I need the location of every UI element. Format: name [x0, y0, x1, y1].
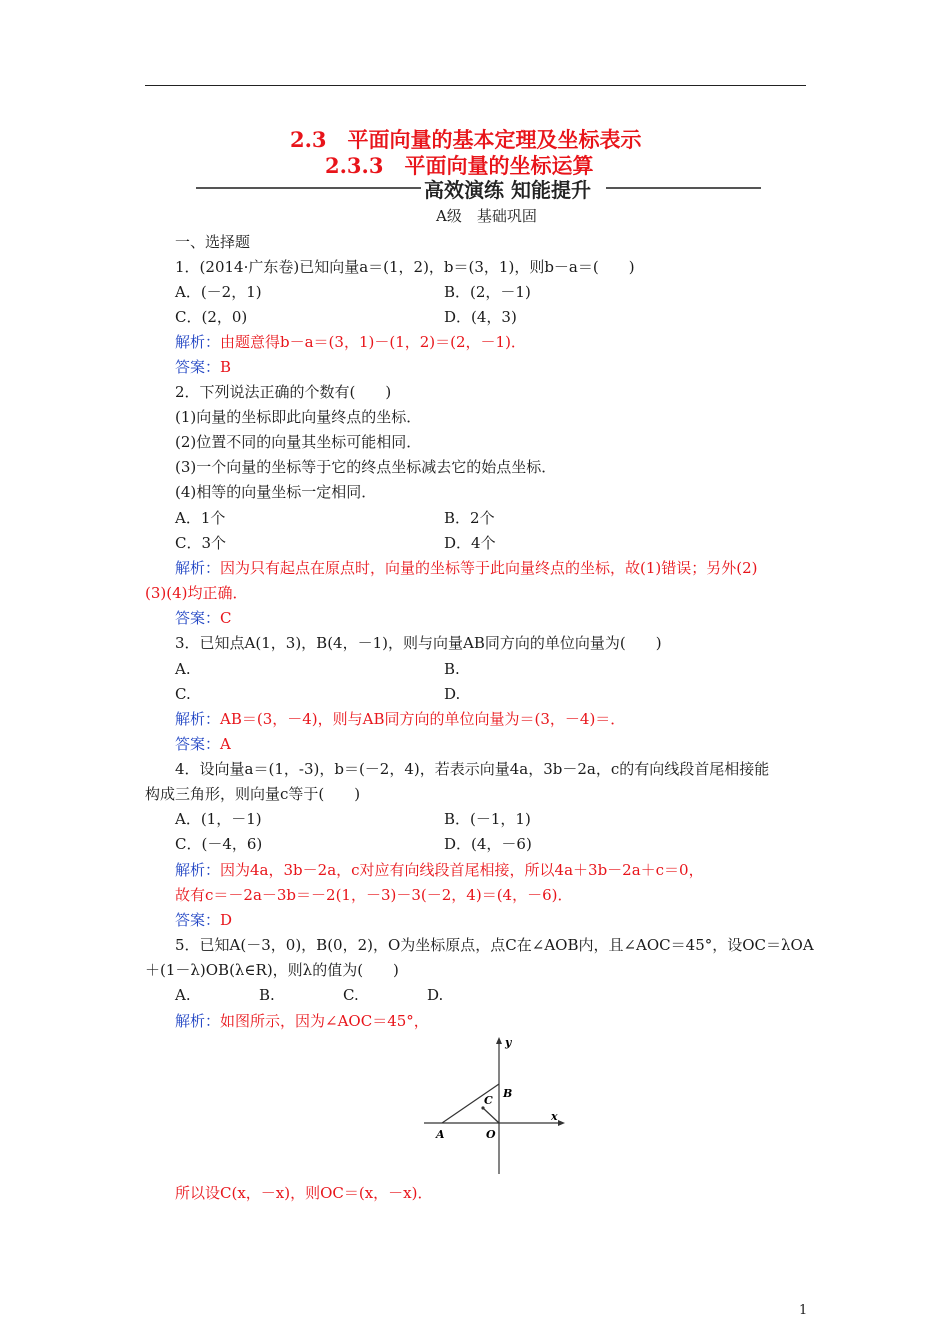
- q2-statement-4: (4)相等的向量坐标一定相同．: [175, 483, 377, 501]
- q2-option-c: C．3个: [175, 534, 227, 552]
- answer-label: 答案：: [175, 358, 221, 376]
- x-axis-arrow: [558, 1120, 565, 1126]
- q1-answer: [175, 357, 231, 377]
- q1-stem: 1．(2014·广东卷)已知向量a＝(1，2)，b＝(3，1)，则b－a＝( ): [175, 258, 635, 276]
- q3-answer: [175, 734, 231, 754]
- q5-stem-cont: ＋(1－λ)OB(λ∈R)，则λ的值为( ): [145, 961, 399, 979]
- q5-solution: [175, 1011, 429, 1031]
- q2-option-b: B．2个: [444, 509, 495, 527]
- q5-option-d: D.: [427, 986, 444, 1004]
- solution-text: 由题意得b－a＝(3，1)－(1，2)＝(2，－1)．: [220, 333, 526, 351]
- q3-stem: 3．已知点A(1，3)，B(4，－1)，则与向量AB同方向的单位向量为( ): [175, 634, 662, 652]
- q4-option-d: D．(4，－6): [444, 835, 532, 853]
- solution-text: 因为4a，3b－2a，c对应有向线段首尾相接，所以4a＋3b－2a＋c＝0，: [220, 861, 704, 879]
- solution-text: AB＝(3，－4)，则与AB同方向的单位向量为＝(3，－4)＝．: [220, 710, 626, 728]
- banner-rule-left: [196, 187, 421, 189]
- q5-option-a: A.: [175, 986, 191, 1004]
- q3-option-d: D.: [444, 685, 461, 703]
- section-heading: 一、选择题: [175, 233, 251, 251]
- solution-label: 解析：: [175, 333, 221, 351]
- q5-stem: 5．已知A(－3，0)，B(0，2)，O为坐标原点，点C在∠AOB内，且∠AOC＝45°，设OC＝λOA: [175, 936, 814, 954]
- answer-label: 答案：: [175, 911, 221, 929]
- level-heading: A级 基础巩固: [436, 207, 537, 225]
- q1-option-d: D．(4，3): [444, 308, 517, 326]
- solution-label: 解析：: [175, 559, 221, 577]
- q2-statement-2: (2)位置不同的向量其坐标可能相同．: [175, 433, 422, 451]
- q2-answer: [175, 608, 232, 628]
- solution-label: 解析：: [175, 861, 221, 879]
- solution-text: 因为只有起点在原点时，向量的坐标等于此向量终点的坐标，故(1)错误；另外(2): [220, 559, 758, 577]
- solution-label: 解析：: [175, 1012, 221, 1030]
- q1-solution: [175, 332, 526, 352]
- answer-label: 答案：: [175, 735, 221, 753]
- answer-value: B: [220, 358, 232, 376]
- q4-option-c: C．(－4，6): [175, 835, 263, 853]
- q3-option-a: A.: [175, 660, 191, 678]
- label-c: C: [484, 1094, 493, 1107]
- q1-option-b: B．(2，－1): [444, 283, 531, 301]
- q5-option-b: B.: [259, 986, 275, 1004]
- q4-solution: [175, 860, 704, 880]
- chapter-title: 2.3 平面向量的基本定理及坐标表示: [290, 127, 642, 152]
- q2-statement-3: (3)一个向量的坐标等于它的终点坐标减去它的始点坐标．: [175, 458, 557, 476]
- q1-option-a: A．(－2，1): [175, 283, 262, 301]
- label-b: B: [503, 1087, 513, 1100]
- solution-label: 解析：: [175, 710, 221, 728]
- y-axis-arrow: [496, 1037, 502, 1044]
- q5-option-c: C.: [343, 986, 359, 1004]
- q4-stem: 4．设向量a＝(1，-3)，b＝(－2，4)，若表示向量4a，3b－2a，c的有向线段首尾相接能: [175, 760, 770, 778]
- q2-solution: [175, 558, 758, 578]
- label-x: x: [551, 1110, 558, 1123]
- answer-value: C: [220, 609, 232, 627]
- q4-answer: [175, 910, 232, 930]
- banner-rule-right: [606, 187, 761, 189]
- solution-text: 如图所示，因为∠AOC＝45°，: [220, 1012, 429, 1030]
- q4-stem-cont: 构成三角形，则向量c等于( ): [145, 785, 361, 803]
- q2-solution-cont: (3)(4)均正确．: [145, 584, 248, 602]
- q2-option-d: D．4个: [444, 534, 496, 552]
- answer-value: A: [220, 735, 231, 753]
- q5-solution-cont: 所以设C(x，－x)，则OC＝(x，－x)．: [175, 1184, 433, 1202]
- q4-solution-cont: 故有c＝－2a－3b＝－2(1，－3)－3(－2，4)＝(4，－6)．: [175, 886, 573, 904]
- answer-label: 答案：: [175, 609, 221, 627]
- header-rule: [145, 85, 806, 86]
- q3-solution: [175, 709, 625, 729]
- answer-value: D: [220, 911, 233, 929]
- q2-statement-1: (1)向量的坐标即此向量终点的坐标．: [175, 408, 422, 426]
- label-o: O: [486, 1128, 496, 1141]
- q2-option-a: A．1个: [175, 509, 226, 527]
- q2-stem: 2．下列说法正确的个数有( ): [175, 383, 392, 401]
- page-number: 1: [799, 1303, 808, 1318]
- q4-option-a: A．(1，－1): [175, 810, 262, 828]
- label-a: A: [436, 1128, 445, 1141]
- coordinate-figure: [420, 1034, 570, 1179]
- q1-option-c: C．(2，0): [175, 308, 248, 326]
- banner-title: 高效演练 知能提升: [424, 178, 591, 202]
- q3-option-c: C.: [175, 685, 191, 703]
- section-title: 2.3.3 平面向量的坐标运算: [325, 153, 594, 178]
- q3-option-b: B.: [444, 660, 460, 678]
- q4-option-b: B．(－1，1): [444, 810, 531, 828]
- segment-oc: [483, 1108, 499, 1123]
- label-y: y: [505, 1036, 512, 1049]
